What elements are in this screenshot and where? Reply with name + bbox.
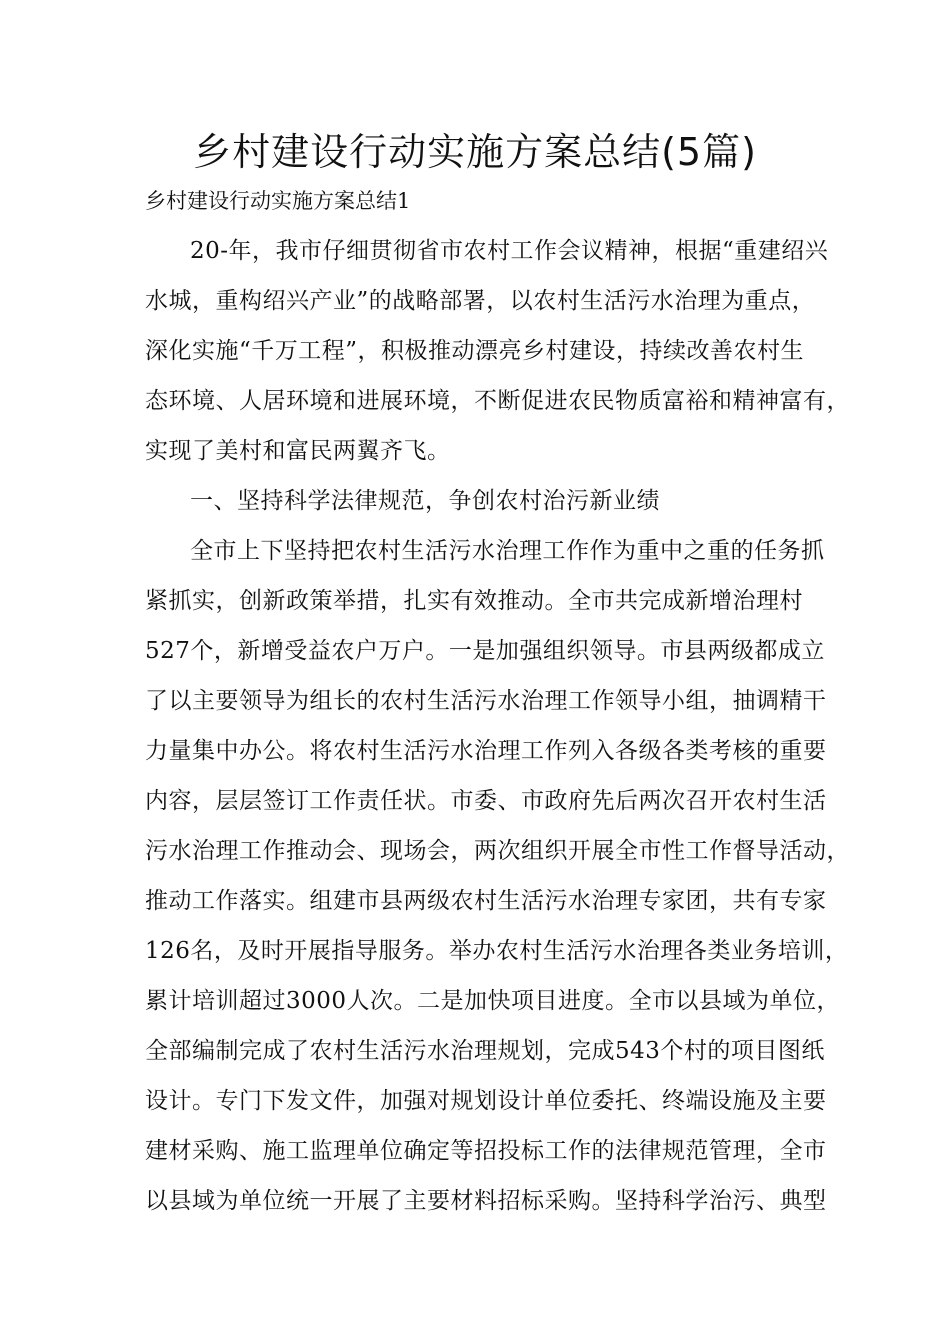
document-subtitle: 乡村建设行动实施方案总结1 — [145, 189, 411, 213]
paragraph-line: 内容，层层签订工作责任状。市委、市政府先后两次召开农村生活 — [145, 788, 827, 814]
paragraph-line: 力量集中办公。将农村生活污水治理工作列入各级各类考核的重要 — [145, 738, 827, 764]
paragraph-line: 全部编制完成了农村生活污水治理规划，完成543个村的项目图纸 — [145, 1038, 825, 1064]
paragraph-line: 126名，及时开展指导服务。举办农村生活污水治理各类业务培训， — [145, 938, 849, 964]
paragraph-line: 累计培训超过3000人次。二是加快项目进度。全市以县域为单位， — [145, 988, 841, 1014]
paragraph-line: 了以主要领导为组长的农村生活污水治理工作领导小组，抽调精干 — [145, 688, 827, 714]
paragraph-line: 污水治理工作推动会、现场会，两次组织开展全市性工作督导活动， — [145, 838, 850, 864]
paragraph-line: 推动工作落实。组建市县两级农村生活污水治理专家团，共有专家 — [145, 888, 827, 914]
paragraph-line: 实现了美村和富民两翼齐飞。 — [145, 438, 451, 464]
paragraph-line: 全市上下坚持把农村生活污水治理工作作为重中之重的任务抓 — [190, 538, 825, 564]
paragraph-line: 以县域为单位统一开展了主要材料招标采购。坚持科学治污、典型 — [145, 1188, 827, 1214]
paragraph-line: 紧抓实，创新政策举措，扎实有效推动。全市共完成新增治理村 — [145, 588, 803, 614]
paragraph-line: 20-年，我市仔细贯彻省市农村工作会议精神，根据“重建绍兴 — [190, 238, 829, 264]
paragraph-line: 水城，重构绍兴产业”的战略部署，以农村生活污水治理为重点， — [145, 288, 816, 314]
section-heading: 一、坚持科学法律规范，争创农村治污新业绩 — [190, 488, 660, 514]
paragraph-line: 深化实施“千万工程”，积极推动漂亮乡村建设，持续改善农村生 — [145, 338, 805, 364]
paragraph-line: 态环境、人居环境和进展环境，不断促进农民物质富裕和精神富有， — [145, 388, 850, 414]
paragraph-line: 527个，新增受益农户万户。一是加强组织领导。市县两级都成立 — [145, 638, 825, 664]
document-title: 乡村建设行动实施方案总结(5篇) — [193, 130, 757, 174]
paragraph-line: 设计。专门下发文件，加强对规划设计单位委托、终端设施及主要 — [145, 1088, 827, 1114]
paragraph-line: 建材采购、施工监理单位确定等招投标工作的法律规范管理，全市 — [145, 1138, 827, 1164]
